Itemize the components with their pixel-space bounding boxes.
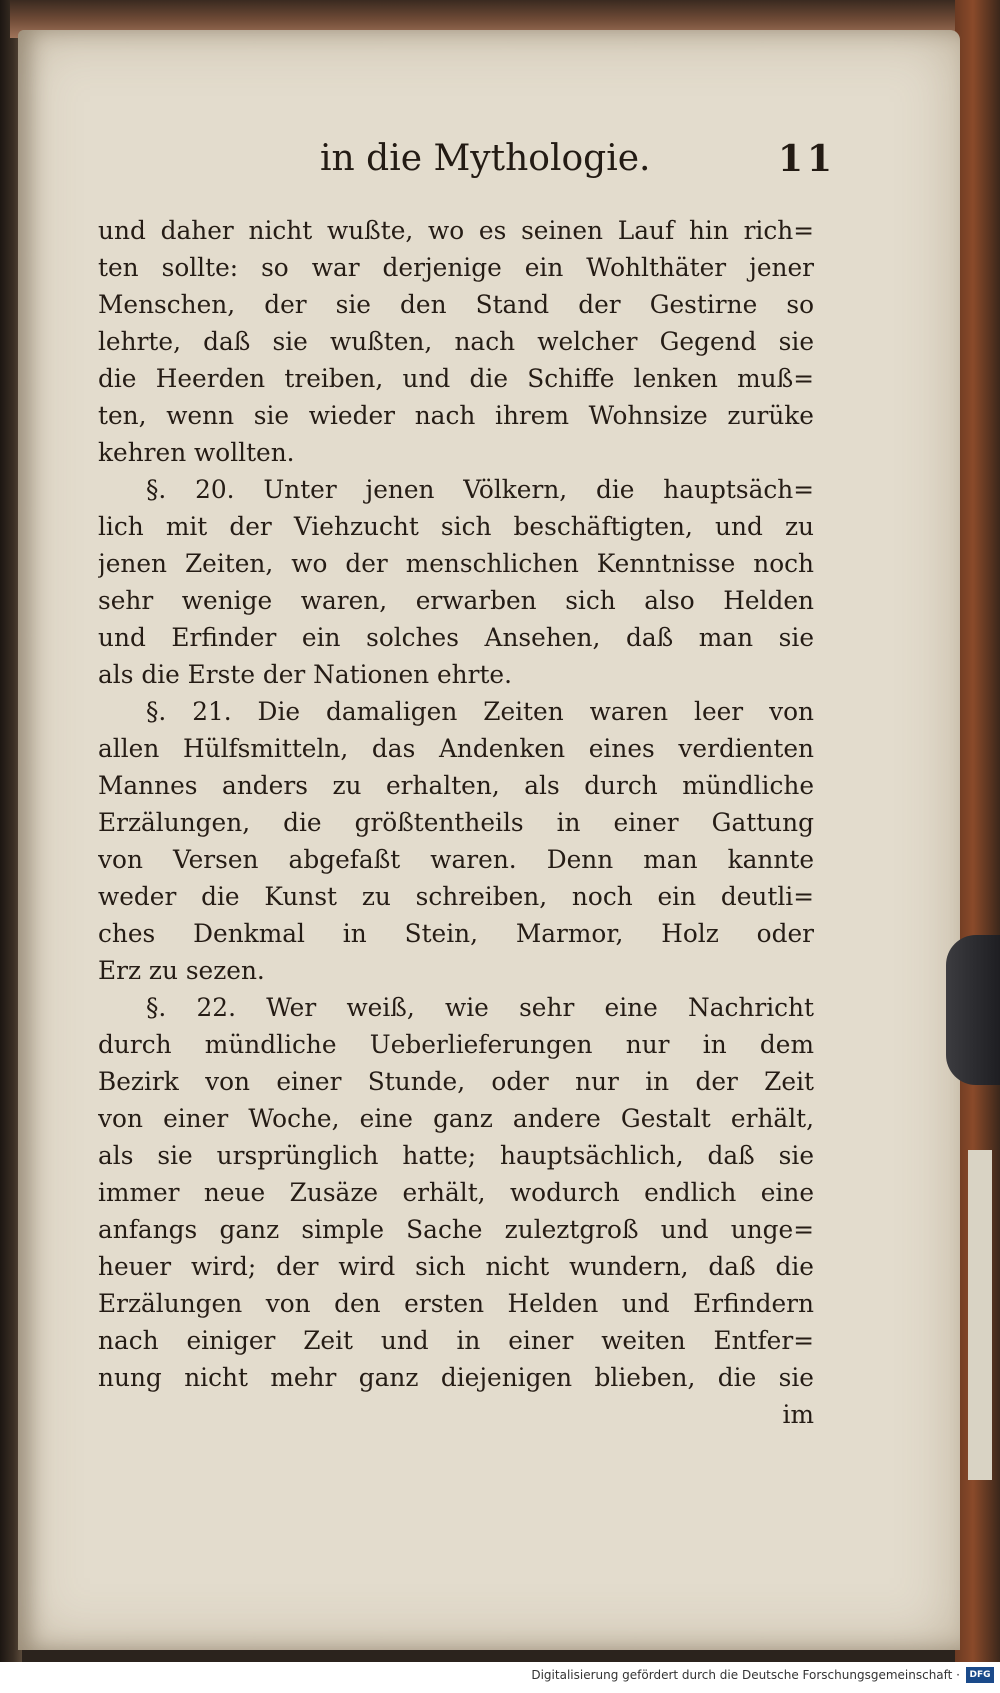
text-line: Erzälungen, die größtentheils in einer Gattung [98, 808, 814, 837]
text-line: Erz zu sezen. [98, 956, 265, 985]
text-line: lehrte, daß sie wußten, nach welcher Gegend sie [98, 327, 814, 356]
catchword: im [782, 1400, 814, 1429]
paragraph-start-line: §. 21. Die damaligen Zeiten waren leer von [146, 697, 814, 726]
footer-bar [0, 1662, 1000, 1693]
text-line: und daher nicht wußte, wo es seinen Lauf hin rich= [98, 216, 814, 245]
text-line: von einer Woche, eine ganz andere Gestalt erhält, [98, 1104, 814, 1133]
funding-credit: Digitalisierung gefördert durch die Deutsche Forschungsgemeinschaft · [531, 1668, 960, 1682]
text-line: sehr wenige waren, erwarben sich also Helden [98, 586, 814, 615]
running-title: in die Mythologie. [320, 138, 651, 179]
text-line: ten, wenn sie wieder nach ihrem Wohnsize zurüke [98, 401, 814, 430]
bookmark-clip [946, 935, 1000, 1085]
text-line: immer neue Zusäze erhält, wodurch endlich eine [98, 1178, 814, 1207]
text-line: nach einiger Zeit und in einer weiten Entfer= [98, 1326, 814, 1355]
text-line: anfangs ganz simple Sache zuleztgroß und unge= [98, 1215, 814, 1244]
text-line: kehren wollten. [98, 438, 295, 467]
paragraph-start-line: §. 22. Wer weiß, wie sehr eine Nachricht [146, 993, 814, 1022]
text-line: ches Denkmal in Stein, Marmor, Holz oder [98, 919, 814, 948]
text-line: ten sollte: so war derjenige ein Wohlthäter jener [98, 253, 814, 282]
text-line: jenen Zeiten, wo der menschlichen Kenntnisse noch [98, 549, 814, 578]
text-line: als sie ursprünglich hatte; hauptsächlich, daß sie [98, 1141, 814, 1170]
text-line: nung nicht mehr ganz diejenigen blieben, die sie [98, 1363, 814, 1392]
text-line: durch mündliche Ueberlieferungen nur in dem [98, 1030, 814, 1059]
text-line: Erzälungen von den ersten Helden und Erfindern [98, 1289, 814, 1318]
page-number: 11 [778, 138, 837, 180]
dfg-logo-icon: DFG [966, 1667, 994, 1683]
text-line: als die Erste der Nationen ehrte. [98, 660, 512, 689]
text-line: von Versen abgefaßt waren. Denn man kannte [98, 845, 814, 874]
text-line: Mannes anders zu erhalten, als durch mündliche [98, 771, 814, 800]
text-line: weder die Kunst zu schreiben, noch ein deutli= [98, 882, 814, 911]
text-line: heuer wird; der wird sich nicht wundern, daß die [98, 1252, 814, 1281]
text-line: und Erfinder ein solches Ansehen, daß man sie [98, 623, 814, 652]
text-line: Menschen, der sie den Stand der Gestirne so [98, 290, 814, 319]
text-line: Bezirk von einer Stunde, oder nur in der Zeit [98, 1067, 814, 1096]
text-line: die Heerden treiben, und die Schiffe lenken muß= [98, 364, 814, 393]
text-line: lich mit der Viehzucht sich beschäftigten, und zu [98, 512, 814, 541]
page-header [60, 138, 837, 188]
text-line: allen Hülfsmitteln, das Andenken eines verdienten [98, 734, 814, 763]
paragraph-start-line: §. 20. Unter jenen Völkern, die hauptsäch= [146, 475, 814, 504]
paper-strip [968, 1150, 992, 1480]
page-text [98, 212, 814, 1433]
